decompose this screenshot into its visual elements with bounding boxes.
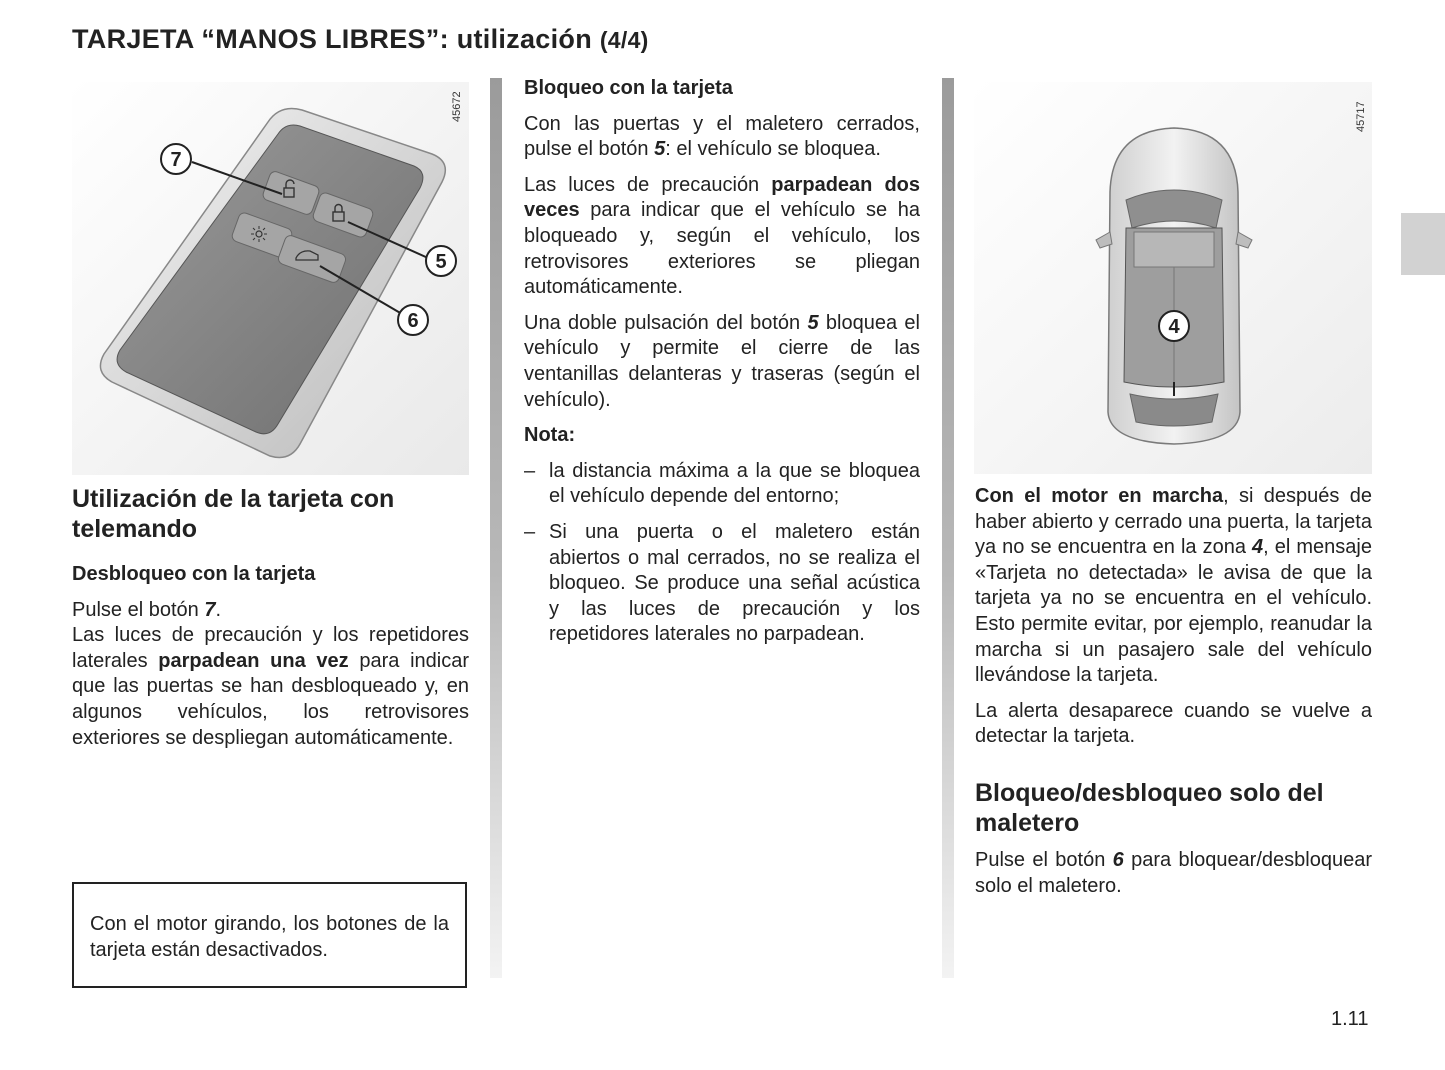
lock-paragraph-1: Con las puertas y el maletero cerrados, pulse el botón 5: el vehículo se bloquea.	[524, 112, 920, 161]
note-box	[72, 882, 467, 988]
nota-heading: Nota:	[524, 424, 576, 447]
left-column	[72, 484, 469, 761]
lock-paragraph-2: Las luces de precaución parpadean dos veces para indicar que el vehículo se ha bloqueado y, según el vehículo, los retrovisores exteriores se pliegan automáticamente.	[524, 173, 921, 299]
title-suffix: (4/4)	[599, 27, 649, 53]
callout-6	[398, 305, 428, 335]
callout-5-label: 5	[435, 251, 447, 273]
section-side-tab	[1401, 213, 1445, 275]
page-title	[72, 24, 649, 55]
unlock-paragraph-2: Las luces de precaución y los repetidores laterales parpadean una vez para indicar que las puertas se han desbloqueado y, en algunos vehículos, los retrovisores exteriores se despliegan automáticamente.	[72, 624, 470, 749]
figure-code-left: 45672	[451, 91, 463, 122]
unlock-heading: Desbloqueo con la tarjeta	[72, 563, 316, 585]
title-text: TARJETA “MANOS LIBRES”: utilización	[72, 24, 593, 54]
car-zone-illustration	[974, 82, 1372, 474]
alert-paragraph: La alerta desaparece cuando se vuelve a detectar la tarjeta.	[975, 699, 1372, 748]
lock-heading: Bloqueo con la tarjeta	[524, 77, 733, 99]
column-divider-left	[490, 78, 502, 978]
nota-list	[524, 459, 920, 648]
unlock-paragraph-1: Pulse el botón 7.	[72, 598, 222, 621]
nota-item-1: – la distancia máxima a la que se bloquea el vehículo depende del entorno;	[524, 459, 920, 510]
right-column	[975, 484, 1372, 909]
trunk-paragraph: Pulse el botón 6 para bloquear/desbloquear solo el maletero.	[975, 848, 1372, 897]
trunk-heading: Bloqueo/desbloqueo solo del maletero	[975, 778, 1324, 837]
callout-7-label: 7	[170, 149, 182, 171]
column-divider-right	[942, 78, 954, 978]
nota-item-2: – Si una puerta o el maletero están abiertos o mal cerrados, no se realiza el bloqueo. Se produce una señal acústica y las luces de precaución y los repetidores laterales no parpadean.	[524, 520, 920, 648]
callout-4	[1159, 311, 1189, 341]
callout-7	[161, 144, 191, 174]
page-number: 1.11	[1331, 1008, 1369, 1030]
callout-4-label: 4	[1168, 316, 1180, 338]
note-box-text: Con el motor girando, los botones de la tarjeta están desactivados.	[90, 913, 449, 961]
figure-code-right: 45717	[1355, 101, 1367, 132]
key-card-illustration	[72, 82, 469, 475]
engine-running-paragraph: Con el motor en marcha, si después de haber abierto y cerrado una puerta, la tarjeta ya no se encuentra en la zona 4, el mensaje «Tarjeta no detectada» le avisa de que la tarjeta ya no se encuentra en el vehículo. Esto permite evitar, por ejemplo, reanudar la marcha si un pasajero sale del vehículo llevándose la tarjeta.	[975, 485, 1373, 687]
middle-column	[524, 76, 920, 658]
callout-5	[426, 246, 456, 276]
lock-paragraph-3: Una doble pulsación del botón 5 bloquea el vehículo y permite el cierre de las ventanillas delanteras y traseras (según el vehículo).	[524, 311, 920, 411]
section-title-card-remote: Utilización de la tarjeta con telemando	[72, 485, 395, 543]
callout-6-label: 6	[407, 310, 419, 332]
